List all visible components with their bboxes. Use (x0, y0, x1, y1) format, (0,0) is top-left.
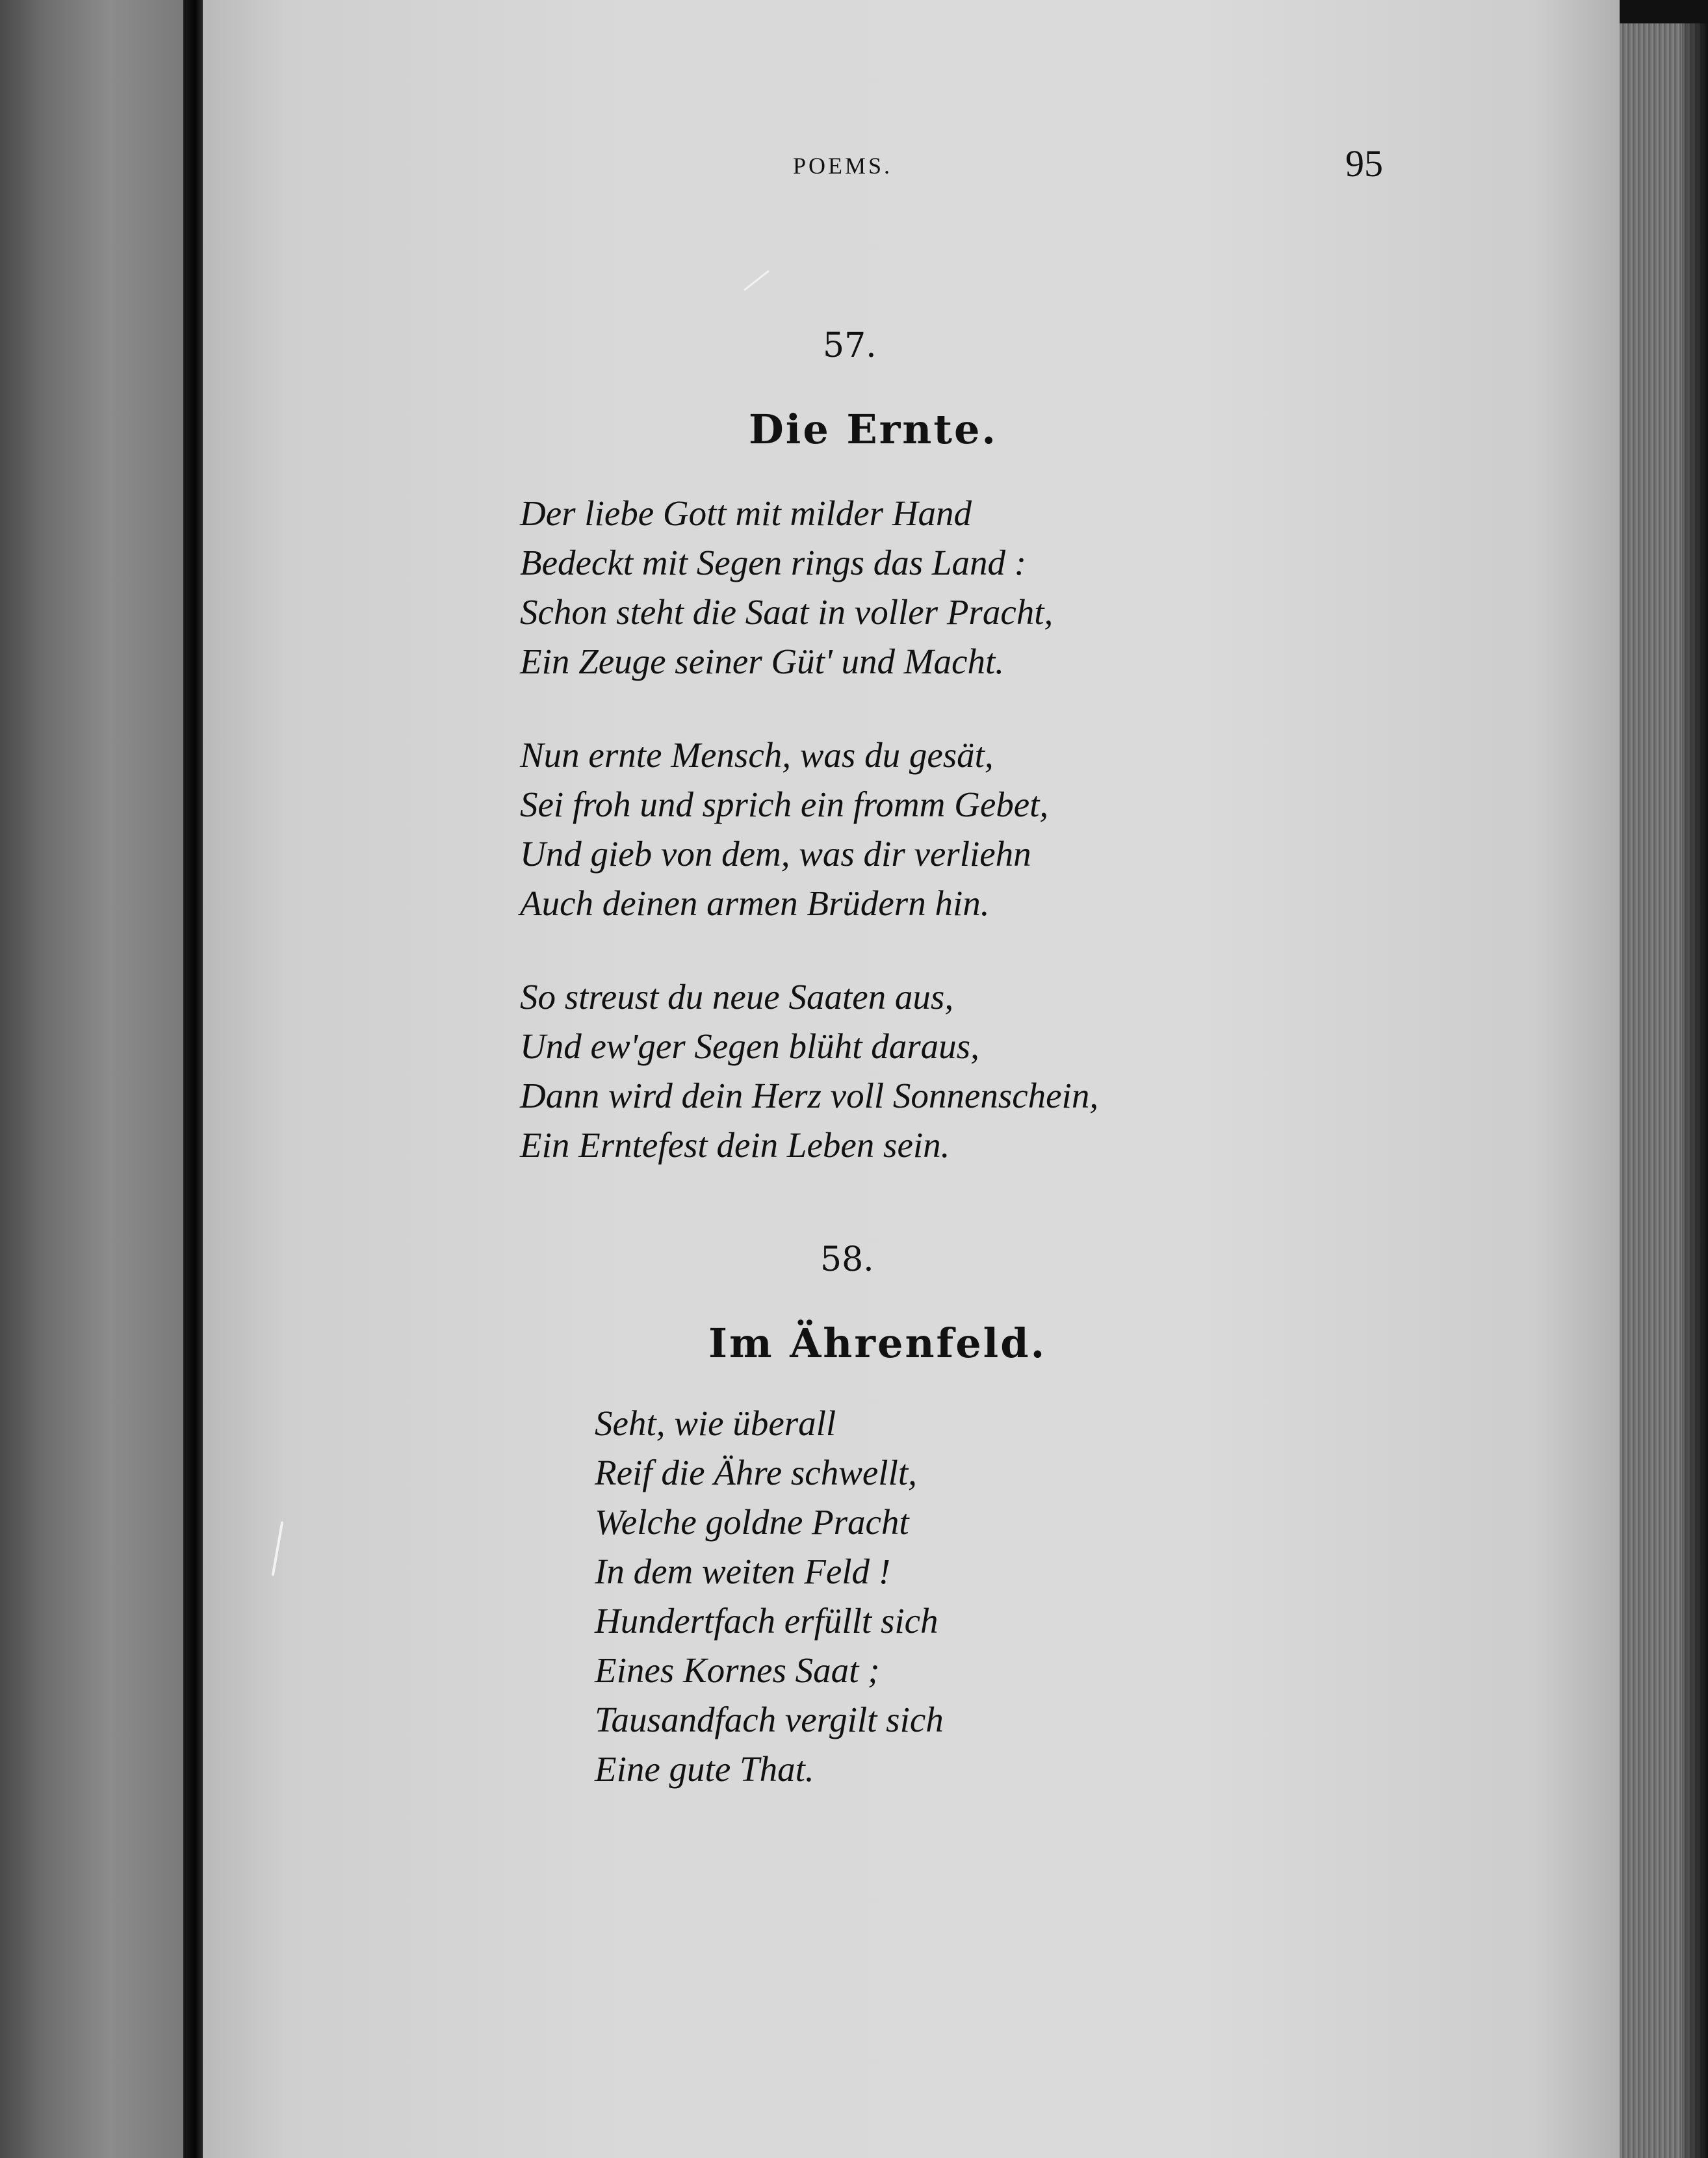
verse-line: Seht, wie überall (595, 1403, 836, 1443)
page-block-edges (1620, 0, 1708, 2158)
verse-line: Und gieb von dem, was dir verliehn (520, 834, 1031, 874)
poem-number: 57. (823, 326, 877, 365)
verse-line: Und ew'ger Segen blüht daraus, (520, 1026, 979, 1066)
scan-border (1620, 0, 1708, 23)
verse-line: So streust du neue Saaten aus, (520, 977, 954, 1017)
stanza (520, 489, 1053, 686)
verse-line: Welche goldne Pracht (595, 1502, 909, 1542)
verse-line: Der liebe Gott mit milder Hand (520, 493, 972, 533)
running-head: POEMS. (793, 153, 893, 179)
verse-line: Nun ernte Mensch, was du gesät, (520, 735, 994, 775)
verse-line: Tausandfach vergilt sich (595, 1700, 944, 1739)
page-number: 95 (1345, 142, 1383, 185)
verse-line: Hundertfach erfüllt sich (595, 1601, 938, 1641)
verse-line: Schon steht die Saat in voller Pracht, (520, 592, 1054, 632)
poem-number: 58. (820, 1240, 874, 1279)
verse-line: Dann wird dein Herz voll Sonnenschein, (520, 1076, 1099, 1115)
stanza (520, 731, 1048, 928)
verse-line: Sei froh und sprich ein fromm Gebet, (520, 785, 1049, 824)
poem-title: Die Ernte. (749, 406, 998, 453)
verse-line: Ein Erntefest dein Leben sein. (520, 1125, 950, 1165)
verse-line: Bedeckt mit Segen rings das Land : (520, 543, 1027, 582)
verse-line: Reif die Ähre schwellt, (595, 1453, 917, 1492)
previous-page-edge (0, 0, 183, 2158)
stanza (520, 972, 1098, 1170)
verse-line: Auch deinen armen Brüdern hin. (520, 883, 990, 923)
verse-line: Ein Zeuge seiner Güt' und Macht. (520, 642, 1004, 681)
verse-line: Eines Kornes Saat ; (595, 1650, 880, 1690)
poem-title: Im Ährenfeld. (708, 1320, 1047, 1367)
stanza (595, 1399, 944, 1794)
verse-line: In dem weiten Feld ! (595, 1552, 891, 1591)
book-gutter (183, 0, 203, 2158)
verse-line: Eine gute That. (595, 1749, 814, 1789)
